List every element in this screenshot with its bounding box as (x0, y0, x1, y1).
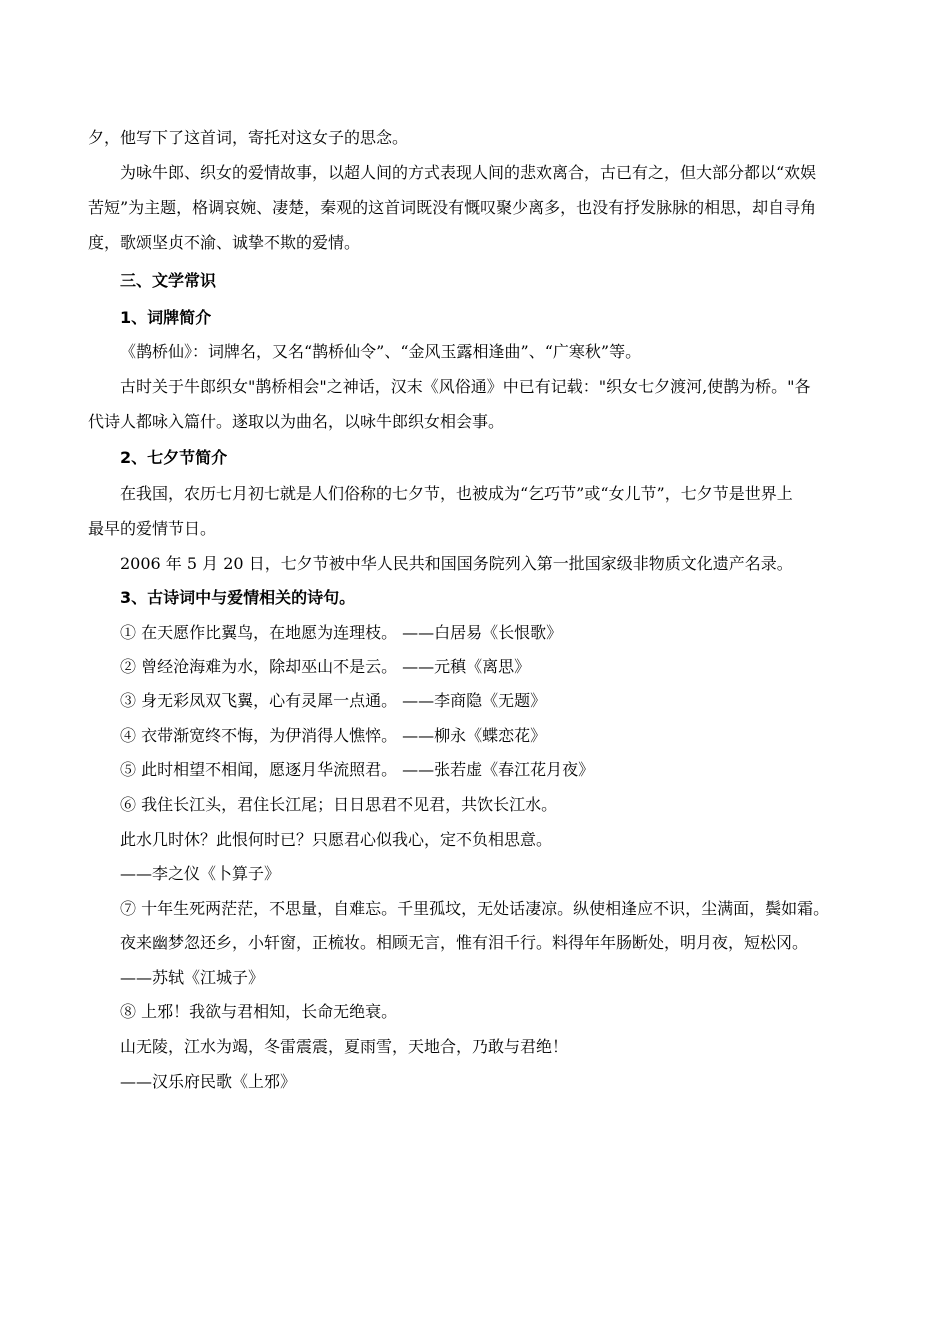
poem-line: ⑦ 十年生死两茫茫，不思量，自难忘。千里孤坟，无处话凄凉。纵使相逢应不识，尘满面，鬓如霜。 (120, 899, 830, 918)
poem-line: ③ 身无彩凤双飞翼，心有灵犀一点通。 ——李商隐《无题》 (120, 691, 547, 710)
poem-line: ⑤ 此时相望不相闻，愿逐月华流照君。 ——张若虚《春江花月夜》 (120, 760, 595, 779)
poem-line: 夜来幽梦忽还乡，小轩窗，正梳妆。相顾无言，惟有泪千行。料得年年肠断处，明月夜，短松冈。 (120, 933, 809, 952)
poem-attribution: ——汉乐府民歌《上邪》 (120, 1072, 297, 1091)
poem-line: ② 曾经沧海难为水，除却巫山不是云。 ——元稹《离思》 (120, 657, 531, 676)
paragraph-line: 《鹊桥仙》：词牌名，又名“鹊桥仙令”、“金风玉露相逢曲”、“广寒秋”等。 (120, 342, 642, 361)
subsection-heading: 1、词牌简介 (120, 308, 212, 327)
poem-attribution: ——苏轼《江城子》 (120, 968, 265, 987)
paragraph-line: 古时关于牛郎织女"鹊桥相会"之神话，汉末《风俗通》中已有记载："织女七夕渡河,使鹊为桥。"各 (120, 377, 811, 396)
paragraph-line: 为咏牛郎、织女的爱情故事，以超人间的方式表现人间的悲欢离合，古已有之，但大部分都以“欢娱 (120, 163, 817, 182)
poem-attribution: ——李之仪《卜算子》 (120, 864, 281, 883)
subsection-heading: 3、古诗词中与爱情相关的诗句。 (120, 588, 356, 607)
paragraph-line: 在我国，农历七月初七就是人们俗称的七夕节，也被成为“乞巧节”或“女儿节”，七夕节是世界上 (120, 484, 793, 503)
poem-line: ⑧ 上邪！我欲与君相知，长命无绝衰。 (120, 1002, 398, 1021)
paragraph-line: 2006 年 5 月 20 日，七夕节被中华人民共和国国务院列入第一批国家级非物质文化遗产名录。 (120, 554, 793, 573)
paragraph-line: 苦短”为主题，格调哀婉、凄楚，秦观的这首词既没有慨叹聚少离多，也没有抒发脉脉的相思，却自寻角 (88, 198, 817, 217)
paragraph-line: 最早的爱情节日。 (88, 519, 217, 538)
poem-line: 山无陵，江水为竭，冬雷震震，夏雨雪，天地合，乃敢与君绝！ (120, 1037, 569, 1056)
poem-line: ④ 衣带渐宽终不悔，为伊消得人憔悴。 ——柳永《蝶恋花》 (120, 726, 547, 745)
subsection-heading: 2、七夕节简介 (120, 448, 228, 467)
poem-line: ⑥ 我住长江头，君住长江尾；日日思君不见君，共饮长江水。 (120, 795, 558, 814)
poem-line: 此水几时休？此恨何时已？只愿君心似我心，定不负相思意。 (120, 830, 553, 849)
paragraph-line: 代诗人都咏入篇什。遂取以为曲名，以咏牛郎织女相会事。 (88, 412, 505, 431)
paragraph-line: 夕，他写下了这首词，寄托对这女子的思念。 (88, 128, 409, 147)
paragraph-line: 度，歌颂坚贞不渝、诚挚不欺的爱情。 (88, 233, 361, 252)
section-heading: 三、文学常识 (120, 271, 217, 290)
poem-line: ① 在天愿作比翼鸟，在地愿为连理枝。 ——白居易《长恨歌》 (120, 623, 563, 642)
